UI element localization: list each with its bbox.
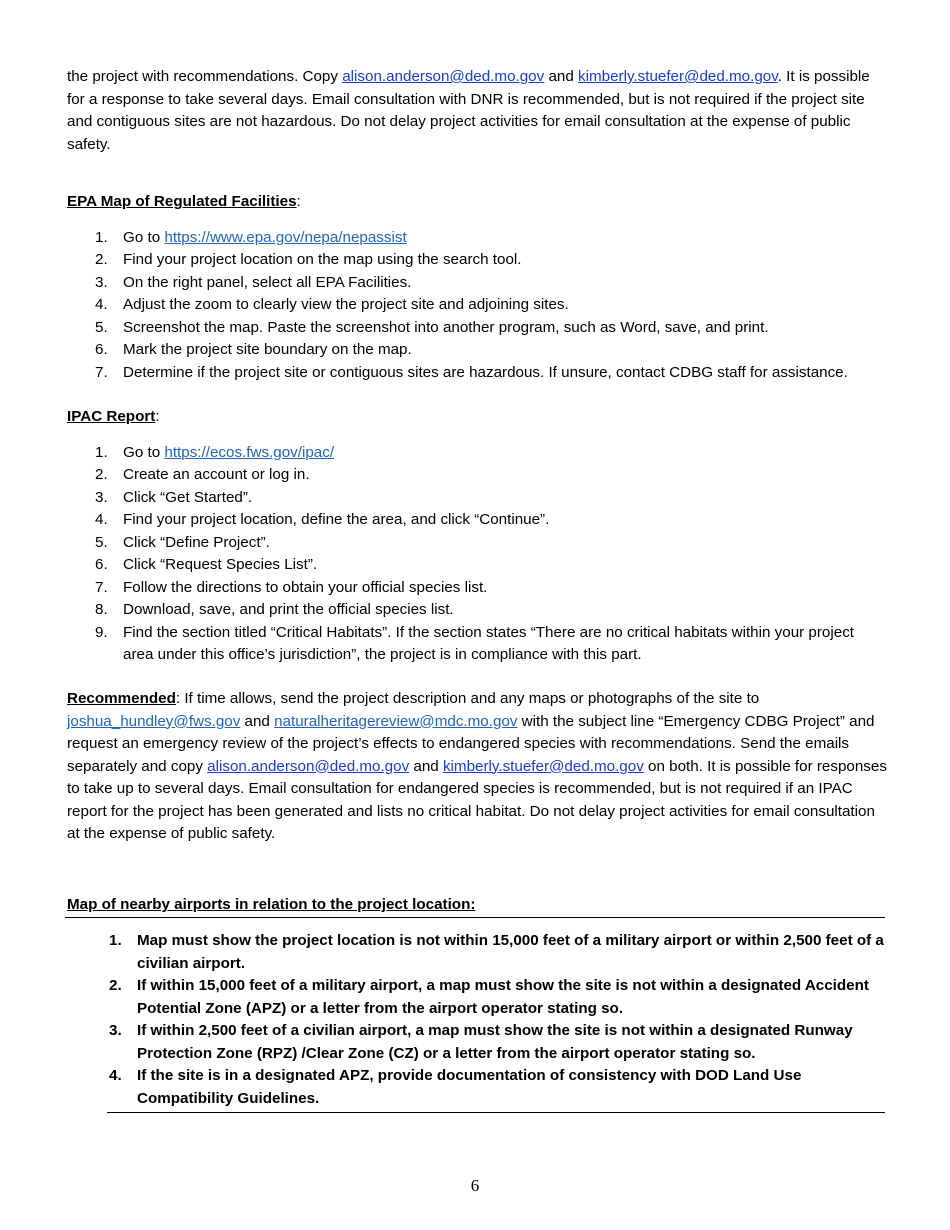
- epa-step-1: [67, 227, 887, 250]
- airports-item-1: [67, 930, 887, 975]
- ipac-step-number: 5.: [95, 533, 108, 551]
- epa-heading-text: EPA Map of Regulated Facilities: [67, 193, 297, 210]
- airports-item-number: 3.: [109, 1022, 122, 1039]
- epa-step-text: Adjust the zoom to clearly view the project site and adjoining sites.: [123, 296, 569, 313]
- epa-heading: [67, 191, 887, 214]
- recommended-text-3: with the subject line “Emergency CDBG Project” and request an emergency review of the project’s effects to endangered species with recommendations. Send the emails separately and copy: [67, 712, 875, 775]
- recommended-paragraph: [67, 688, 887, 846]
- ipac-step-text: Create an account or log in.: [123, 466, 310, 483]
- intro-paragraph: [67, 66, 887, 156]
- intro-text-3: . It is possible for a response to take several days. Email consultation with DNR is recommended, but is not required if the project site and contiguous sites are not hazardous. Do not delay project activities for email consultation at the expense of public safety.: [67, 68, 870, 153]
- airports-item-3: [67, 1020, 887, 1065]
- epa-step-5: [67, 317, 887, 340]
- ipac-step-text: Go to: [123, 443, 165, 461]
- email-link-kimberly[interactable]: kimberly.stuefer@ded.mo.gov: [442, 757, 644, 775]
- ipac-step-text: Download, save, and print the official species list.: [123, 601, 454, 618]
- email-link-alison[interactable]: alison.anderson@ded.mo.gov: [207, 757, 410, 775]
- airports-requirements-list: [67, 930, 887, 1110]
- email-link-joshua[interactable]: joshua_hundley@fws.gov: [67, 712, 241, 730]
- ipac-step-text: Follow the directions to obtain your official species list.: [123, 578, 488, 596]
- airports-section: [67, 894, 887, 917]
- ipac-step-number: 9.: [95, 623, 108, 641]
- epa-step-6: [67, 339, 887, 362]
- ipac-step-text: Click “Get Started”.: [123, 488, 253, 506]
- airports-item-text: If within 15,000 feet of a military airport, a map must show the site is not within a designated Accident Potential Zone (APZ) or a letter from the airport operator stating so.: [137, 977, 869, 1017]
- epa-step-number: 5.: [95, 318, 108, 336]
- ipac-step-text: Click “Request Species List”.: [123, 556, 318, 573]
- ipac-step-4: [67, 509, 887, 532]
- epa-nepassist-link[interactable]: https://www.epa.gov/nepa/nepassist: [164, 228, 407, 246]
- epa-step-4: [67, 294, 887, 317]
- epa-step-3: [67, 272, 887, 295]
- airports-item-2: [67, 975, 887, 1020]
- epa-step-number: 1.: [95, 228, 108, 246]
- ipac-link[interactable]: https://ecos.fws.gov/ipac/: [164, 443, 335, 461]
- epa-heading-colon: :: [296, 193, 301, 210]
- ipac-step-3: [67, 487, 887, 510]
- ipac-step-5: [67, 532, 887, 555]
- ipac-step-text: Click “Define Project”.: [123, 533, 270, 551]
- page-number: 6: [470, 1176, 480, 1195]
- email-link-alison[interactable]: alison.anderson@ded.mo.gov: [342, 68, 545, 85]
- airports-item-number: 2.: [109, 977, 122, 994]
- recommended-text-5: on both. It is possible for responses to take up to several days. Email consultation for endangered species is recommended, but is not required if an IPAC report for the project has been generated and lists no critical habitat. Do not delay project activities for email consultation at the expense of public safety.: [67, 757, 887, 842]
- recommended-text-2: and: [240, 712, 275, 730]
- airports-item-number: 1.: [109, 932, 122, 949]
- epa-step-number: 7.: [95, 363, 108, 381]
- ipac-steps-list: [67, 442, 887, 667]
- epa-step-text: Determine if the project site or contiguous sites are hazardous. If unsure, contact CDBG staff for assistance.: [123, 363, 848, 381]
- airports-item-text: Map must show the project location is not within 15,000 feet of a military airport or within 2,500 feet of a civilian airport.: [137, 932, 884, 972]
- ipac-step-8: [67, 599, 887, 622]
- recommended-text-4: and: [409, 757, 443, 775]
- recommended-text-1: : If time allows, send the project description and any maps or photographs of the site to: [175, 690, 760, 707]
- epa-step-text: Go to: [123, 228, 165, 246]
- ipac-heading-text: IPAC Report: [67, 408, 156, 425]
- ipac-section: [67, 406, 887, 667]
- ipac-step-7: [67, 577, 887, 600]
- ipac-step-text: Find your project location, define the area, and click “Continue”.: [123, 511, 550, 528]
- intro-text-1: the project with recommendations. Copy: [67, 68, 343, 85]
- airports-heading: Map of nearby airports in relation to the project location:: [67, 896, 476, 913]
- email-link-kimberly[interactable]: kimberly.stuefer@ded.mo.gov: [578, 68, 778, 85]
- email-link-naturalheritage[interactable]: naturalheritagereview@mdc.mo.gov: [274, 712, 518, 730]
- airports-top-rule: [65, 917, 885, 918]
- epa-steps-list: [67, 227, 887, 385]
- ipac-step-6: [67, 554, 887, 577]
- epa-step-text: Find your project location on the map using the search tool.: [123, 251, 522, 268]
- epa-step-text: Screenshot the map. Paste the screenshot into another program, such as Word, save, and print.: [123, 318, 769, 336]
- airports-item-number: 4.: [109, 1067, 122, 1084]
- airports-bottom-rule: [107, 1112, 885, 1113]
- ipac-heading: [67, 406, 887, 429]
- epa-step-number: 3.: [95, 273, 108, 291]
- epa-step-7: [67, 362, 887, 385]
- airports-item-text: If the site is in a designated APZ, provide documentation of consistency with DOD Land Use Compatibility Guidelines.: [137, 1067, 802, 1107]
- epa-step-number: 4.: [95, 296, 108, 313]
- ipac-step-2: [67, 464, 887, 487]
- ipac-step-number: 3.: [95, 488, 108, 506]
- epa-step-text: On the right panel, select all EPA Facilities.: [123, 273, 412, 291]
- epa-section: [67, 191, 887, 384]
- epa-step-number: 6.: [95, 341, 108, 358]
- airports-item-4: [67, 1065, 887, 1110]
- ipac-step-9: [67, 622, 887, 667]
- epa-step-2: [67, 249, 887, 272]
- ipac-step-number: 2.: [95, 466, 108, 483]
- ipac-step-number: 8.: [95, 601, 108, 618]
- ipac-step-number: 1.: [95, 443, 108, 461]
- epa-step-number: 2.: [95, 251, 108, 268]
- epa-step-text: Mark the project site boundary on the map.: [123, 341, 412, 358]
- ipac-step-number: 4.: [95, 511, 108, 528]
- airports-list-container: [67, 930, 887, 1110]
- ipac-heading-colon: :: [155, 408, 160, 425]
- recommended-label: Recommended: [67, 690, 176, 707]
- ipac-step-text: Find the section titled “Critical Habitats”. If the section states “There are no critical habitats within your project area under this office’s jurisdiction”, the project is in compliance with this part.: [123, 623, 855, 663]
- ipac-step-number: 6.: [95, 556, 108, 573]
- airports-item-text: If within 2,500 feet of a civilian airport, a map must show the site is not within a designated Runway Protection Zone (RPZ) /Clear Zone (CZ) or a letter from the airport operator stating so.: [137, 1022, 853, 1062]
- intro-text-2: and: [544, 68, 578, 85]
- ipac-step-1: [67, 442, 887, 465]
- ipac-step-number: 7.: [95, 578, 108, 596]
